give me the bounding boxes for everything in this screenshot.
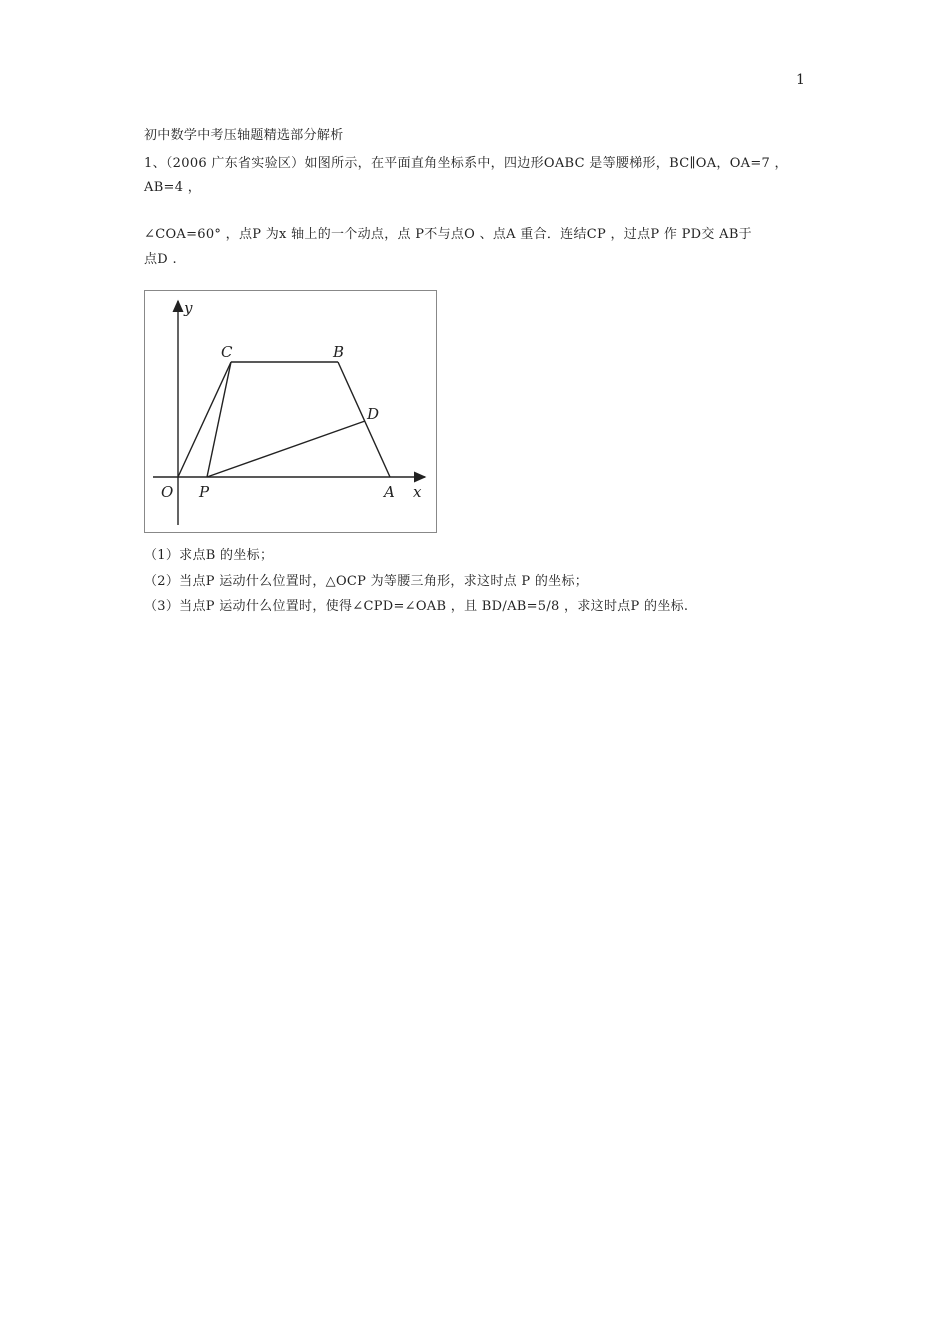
geometry-figure [144, 290, 437, 533]
problem-text-line-4: 点D . [144, 252, 177, 267]
segment-oc [178, 362, 231, 477]
question-3: （3）当点P 运动什么位置时，使得∠CPD=∠OAB ，且 BD/AB=5/8 ，求这时点P 的坐标. [144, 599, 689, 614]
page-number: 1 [796, 72, 805, 88]
label-point-a: A [384, 483, 395, 501]
label-point-o: O [161, 483, 174, 501]
segment-ba [338, 362, 390, 477]
label-point-c: C [221, 343, 233, 361]
question-1: （1）求点B 的坐标； [144, 548, 274, 563]
segment-pd [207, 421, 365, 477]
label-point-d: D [367, 405, 380, 423]
label-point-b: B [333, 343, 345, 361]
document-title: 初中数学中考压轴题精选部分解析 [144, 128, 344, 143]
problem-text-line-3: ∠COA=60° ，点P 为x 轴上的一个动点，点 P不与点O 、点A 重合．连结CP ，过点P 作 PD交 AB于 [144, 227, 752, 242]
question-2: （2）当点P 运动什么位置时，△OCP 为等腰三角形，求这时点 P 的坐标； [144, 574, 589, 589]
problem-text-line-1: 1、（2006 广东省实验区）如图所示，在平面直角坐标系中，四边形OABC 是等腰梯形，BC∥OA，OA=7 ， [144, 156, 788, 171]
figure-svg [145, 291, 438, 534]
segment-cp [207, 362, 231, 477]
label-y-axis: y [184, 299, 193, 317]
problem-text-line-2: AB=4 ， [144, 180, 202, 195]
label-x-axis: x [413, 483, 422, 501]
label-point-p: P [199, 483, 210, 501]
